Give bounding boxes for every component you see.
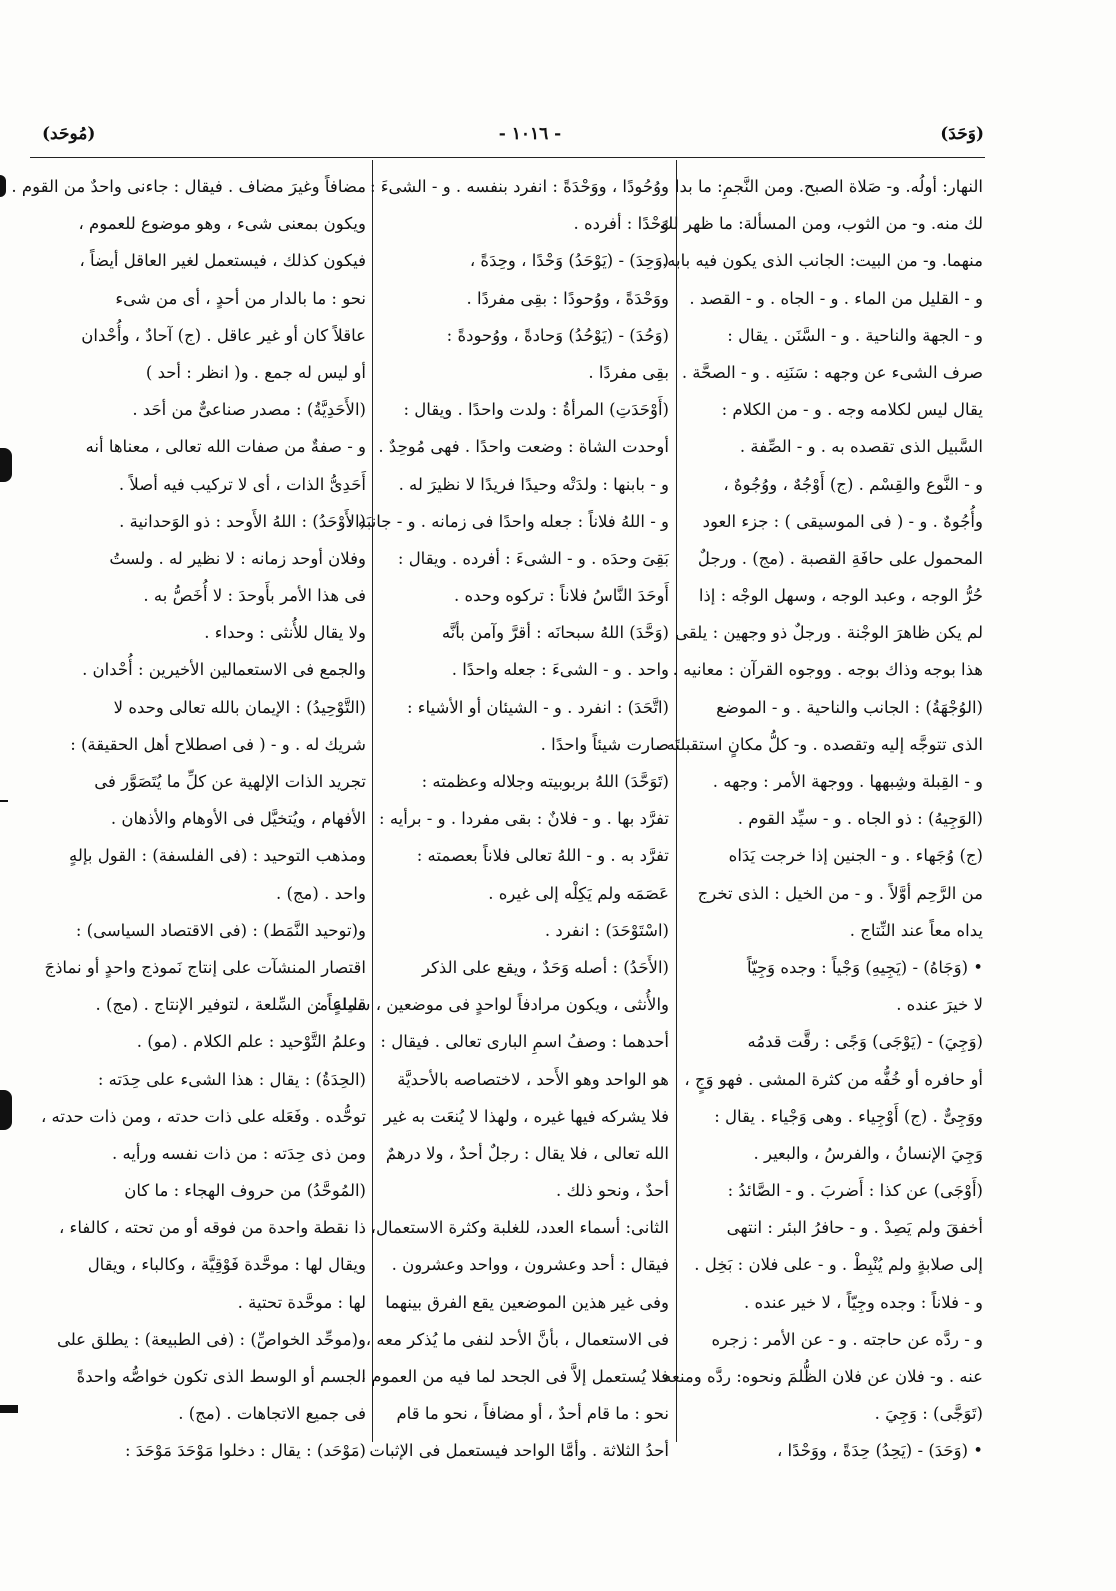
text-line: أو ليس له جمع . و( انظر : أحد )	[145, 362, 366, 382]
text-line: ومن ذى حِدَته : من ذات نفسه ورأيه .	[111, 1143, 366, 1163]
text-line: أَوحَدَ النَّاسُ فلاناً : تركوه وحده .	[454, 586, 669, 606]
text-line: (الأَحَدِيَّةُ) : مصدر صناعىٌّ من أحَد .	[132, 400, 366, 420]
text-line: السَّبيل الذى تقصده به . و - الصِّفة .	[739, 437, 983, 457]
text-line: بَقِىَ وحدَه . و - الشىءَ : أفرده . ويقال :	[397, 548, 669, 568]
text-line: (وَحِدَ) - (يَوْحَدُ) وَحْدًا ، وحِدَةً ،	[469, 251, 669, 271]
text-line: أحدٌ ، ونحو ذلك .	[555, 1181, 669, 1201]
text-line: و - القِبلة وشِبهها . ووجهة الأمر : وجهه .	[712, 772, 983, 791]
text-line: (اتَّحَدَ) : انفرد . و - الشيئان أو الأشياء :	[406, 697, 669, 717]
text-line: ويكون بمعنى شىء ، وهو موضوع للعموم ،	[78, 214, 366, 234]
text-line: فى هذا الأمر بأَوحدَ : لا أُخَصُّ به .	[143, 586, 366, 606]
binding-mark	[0, 800, 8, 802]
text-line: (وَحُدَ) - (يَوْحُدُ) وَحادةً ، ووُحودةً :	[446, 325, 669, 345]
text-line: (الوَجِيهُ) : ذو الجاه . و - سيِّد القوم .	[737, 809, 983, 829]
text-line: الذى تتوجَّه إليه وتقصده . و- كلُّ مكانٍ استقبلتَه .	[656, 734, 983, 754]
header-rule	[30, 157, 985, 158]
text-line: بقِى مفردًا .	[588, 362, 669, 382]
text-line: صرف الشىء عن وجهه : سَنَنِه . و - الصحَّة .	[681, 362, 983, 382]
column-divider-left	[372, 160, 373, 1442]
binding-mark	[0, 1405, 18, 1413]
text-line: • (وَجَاهُ) - (يَجِيهِ) وَجْياً : وجده وَجِيّاً	[746, 957, 983, 977]
text-line: أخفقَ ولم يَصِدْ . و - حافرُ البئر : انتهى	[726, 1218, 983, 1238]
text-line: و - الجهة والناحية . و - السَّنَن . يقال :	[727, 325, 983, 345]
text-line: (ج) وُجَهاء . و - الجنين إذا خرجت يَدَاه	[728, 846, 983, 866]
text-line: ووُحُودًا ، ووَحْدَةً : انفرد بنفسه . و - الشىءَ :	[369, 177, 669, 196]
text-line: نحو : ما بالدار من أحدٍ ، أى من شىء	[115, 288, 366, 308]
text-line: يداه معاً عند النِّتاج .	[849, 920, 983, 940]
text-line: و - صفةٌ من صفات الله تعالى ، معناها أنه	[85, 437, 366, 457]
text-line: اقتصار المنشآت على إنتاج نَموذج واحدٍ أو نماذجَ	[44, 957, 366, 977]
text-line: فى الاستعمال ، بأنَّ الأحد لنفى ما يُذكر معه ،	[365, 1329, 669, 1349]
text-line: قليلةٍ من السِّلعة ، لتوفير الإنتاج . (مج) .	[95, 995, 366, 1015]
text-line: (تَوَحَّدَ) اللهُ بربوبيته وجلاله وعظمته :	[421, 772, 669, 791]
text-line: و - القليل من الماء . و - الجاه . و - القصد .	[689, 288, 983, 308]
text-line: تفرَّد به . و - اللهُ تعالى فلاناً بعصمته :	[416, 846, 669, 866]
left-column	[11, 168, 366, 1461]
text-line: تفرَّد بها . و - فلانٌ : بقى مفردا . و - برأيه :	[379, 809, 669, 829]
text-line: وفى غير هذين الموضعين يقع الفرق بينهما	[385, 1292, 669, 1312]
text-line: أو حافره أو خُفُّه من كثرة المشى . فهو وَجٍ ،	[684, 1069, 983, 1089]
text-line: لك منه. و- من الثوب، ومن المسألة: ما ظهر لك	[659, 214, 983, 234]
text-line: لها : موحَّدة تحتية .	[237, 1292, 366, 1312]
text-line: (وَحَّدَ) اللهُ سبحانَه : أقرَّ وآمن بأنَّه	[441, 623, 669, 643]
text-line: أحدُ الثلاثة . وأمَّا الواحد فيستعمل فى الإثبات	[369, 1441, 669, 1461]
text-line: (مَوْحَد) : يقال : دخلوا مَوْحَدَ مَوْحَدَ :	[124, 1441, 366, 1461]
text-line: نحو : ما قام أحدٌ ، أو مضافاً ، نحو ما قام	[396, 1404, 669, 1424]
text-line: أَحَدِىُّ الذات ، أى لا تركيب فيه أصلاً .	[118, 474, 366, 494]
text-line: عاقلاً كان أو غير عاقل . (ج) آحادٌ ، وأُحْدان	[81, 325, 366, 345]
text-line: عَصَمَه ولم يَكِلْه إلى غيره .	[488, 883, 669, 903]
text-line: فى جميع الاتجاهات . (مج) .	[178, 1404, 366, 1424]
text-line: (الأَحَدُ) : أصله وَحَدٌ ، ويقع على الذكر	[421, 957, 669, 977]
text-line: هو الواحد وهو الأَحد ، لاختصاصه بالأحديَّة	[397, 1069, 669, 1089]
text-line: واحد . (مج) .	[275, 883, 366, 903]
text-line: مضافاً وغيرَ مضاف . فيقال : جاءنى واحدٌ من القوم .	[11, 177, 366, 196]
text-line: وأُجُوهٌ . و - ( فى الموسيقى ) : جزء العود	[702, 511, 983, 531]
text-line: و(توحيد النَّمَط) : (فى الاقتصاد السياسى) :	[75, 920, 366, 940]
text-line: (أَوْحَدَتِ) المرأةُ : ولدت واحدًا . ويقال :	[403, 400, 669, 420]
text-line: (اسْتَوْحَدَ) : انفرد .	[544, 920, 669, 940]
text-line: يقال ليس لكلامه وجه . و - من الكلام :	[721, 400, 983, 420]
text-line: توحُّده . وفَعَله على ذات حدته ، ومن ذات حدته ،	[40, 1106, 366, 1126]
text-line: لا خيرَ عنده .	[896, 995, 983, 1015]
binding-mark	[0, 1090, 12, 1130]
text-line: (أَوْجَى) عن كذا : أَضربَ . و - الصَّائدُ :	[727, 1181, 983, 1201]
text-line: (تَوَجَّى) : وَجِيَ .	[874, 1404, 983, 1424]
text-line: فلا يُستعمل إلاَّ فى الجحد لما فيه من العموم ،	[360, 1367, 669, 1386]
text-line: شريك له . و - ( فى اصطلاح أهل الحقيقة) :	[70, 734, 366, 754]
text-line: فلا يشركه فيها غيره ، ولهذا لا يُنعَت به غير	[383, 1106, 669, 1126]
text-line: تجريد الذات الإلهية عن كلِّ ما يُتَصَوَّر فى	[94, 772, 366, 791]
text-line: و - ردَّه عن حاجته . و - عن الأمر : زجره	[711, 1329, 983, 1349]
text-line: و - بابنها : ولدَتْه وحيدًا فريدًا لا نظيرَ له .	[398, 474, 669, 494]
binding-mark	[0, 175, 6, 197]
text-line: المحمول على حافَةِ القصبة . (مج) . ورجلٌ	[697, 548, 983, 568]
text-line: وَحْدًا : أفرده .	[573, 214, 669, 234]
text-line: وفلان أوحد زمانه : لا نظير له . ولستُ	[109, 548, 366, 568]
column-divider-right	[676, 160, 677, 1442]
text-line: أوحدت الشاة : وضعت واحدًا . فهى مُوحِدٌ .	[378, 437, 669, 457]
text-line: (الوُجْهَةُ) : الجانب والناحية . و - الموضع	[716, 697, 983, 717]
text-line: منهما. و- من البيت: الجانب الذى يكون فيه بابه.	[661, 251, 983, 271]
right-column	[652, 168, 983, 1461]
text-line: ذا نقطة واحدة من فوقه أو من تحته ، كالفاء ،	[58, 1218, 366, 1238]
text-line: و - اللهُ فلاناً : جعله واحدًا فى زمانه . و - جانبَه :	[347, 511, 669, 531]
text-line: (المُوحَّدُ) من حروف الهجاء : ما كان	[124, 1181, 366, 1201]
text-line: (الحِدَةُ) : يقال : هذا الشىء على حِدَته :	[97, 1069, 366, 1089]
page-header	[30, 118, 990, 154]
text-line: فيقال : أحد وعشرون ، وواحد وعشرون .	[391, 1255, 669, 1275]
header-left-word: (مُوحَد)	[42, 124, 96, 144]
header-right-word: (وَحَدَ)	[940, 124, 984, 144]
text-line: • (وَحَدَ) - (يَحِدُ) حِدَةً ، ووَحْدًا ،	[776, 1441, 983, 1461]
text-line: النهار: أولُه. و- صَلاة الصبح. ومن النَّجمِ: ما بدا	[674, 177, 983, 196]
text-line: ويقال لها : موحَّدة فَوْقِيَّة ، وكالباء ، ويقال	[87, 1255, 366, 1275]
text-line: و(موحِّد الخواصِّ) : (فى الطبيعة) : يطلق على	[56, 1329, 366, 1349]
text-line: إلى صلابةٍ ولم يُنْبِطْ . و - على فلان : بَخِل .	[694, 1255, 983, 1275]
text-line: عنه . و- فلان عن فلان الظُّلمَ ونحوه: ردَّه ومنعه .	[652, 1367, 983, 1386]
text-line: الجسم أو الوسط الذى تكون خواصُّه واحدةً	[76, 1367, 366, 1386]
text-line: وَجِيَ الإنسانُ ، والفرسُ ، والبعير .	[753, 1143, 983, 1163]
text-line: (وَجِيَ) - (يَوْجَى) وَجًى : رقَّت قدمُه	[747, 1032, 983, 1052]
text-line: و - فلاناً : وجده وجِيّاً ، لا خير عنده .	[744, 1292, 983, 1312]
text-line: صارت شيئاً واحدًا .	[540, 734, 669, 754]
text-line: (التَّوْحِيدُ) : الإيمان بالله تعالى وحده لا	[113, 697, 366, 717]
text-line: ووَجِىٌّ . (ج) أَوْجِياء . وهى وَجْياء . يقال :	[714, 1106, 983, 1126]
text-line: وعلمُ التَّوْحيد : علم الكلام . (مو) .	[136, 1032, 366, 1052]
text-line: هذا بوجه وذاك بوجه . ووجوه القرآن : معانيه .	[672, 660, 983, 680]
text-line: و - النَّوع والقِسْم . (ج) أَوْجُهٌ ، ووُجُوهٌ ،	[723, 474, 983, 494]
text-line: والأُنثى ، ويكون مرادفاً لواحدٍ فى موضعين ، سماعاً :	[316, 995, 669, 1015]
text-line: ووَحْدَةً ، ووُحودًا : بقِى مفردًا .	[466, 288, 669, 308]
text-line: لم يكن ظاهرَ الوجْنة . ورجلٌ ذو وجهين : يلقى	[675, 623, 983, 643]
text-line: واحد . و - الشىءَ : جعله واحدًا .	[451, 660, 669, 680]
page-number: - ١٠١٦ -	[498, 124, 562, 144]
text-line: ومذهب التوحيد : (فى الفلسفة) : القول بإلهٍ	[69, 846, 366, 866]
text-line: أحدهما : وصفُ اسمِ البارى تعالى . فيقال :	[380, 1032, 669, 1052]
text-line: ولا يقال للأُنثى : وحداء .	[204, 623, 366, 643]
text-line: الله تعالى ، فلا يقال : رجلٌ أحدٌ ، ولا درهمٌ	[385, 1143, 669, 1163]
text-line: فيكون كذلك ، فيستعمل لغير العاقل أيضاً ،	[79, 251, 366, 271]
text-line: من الرَّحِم أوَّلاً . و - من الخيل : الذى تخرج	[697, 883, 983, 903]
text-line: الأفهام ، ويُتخيَّل فى الأوهام والأذهان .	[110, 809, 366, 829]
text-line: (الأَوْحَدُ) : اللهُ الأَوحد : ذو الوَحدانية .	[119, 511, 366, 531]
text-line: والجمع فى الاستعمالين الأخيرين : أُحْدان .	[82, 660, 366, 680]
binding-mark	[0, 448, 12, 482]
text-line: حُرُّ الوجه ، وعبد الوجه ، وسهل الوجْه : إذا	[698, 586, 983, 606]
text-line: الثانى: أسماء العدد، للغلبة وكثرة الاستعمال،	[370, 1218, 669, 1238]
